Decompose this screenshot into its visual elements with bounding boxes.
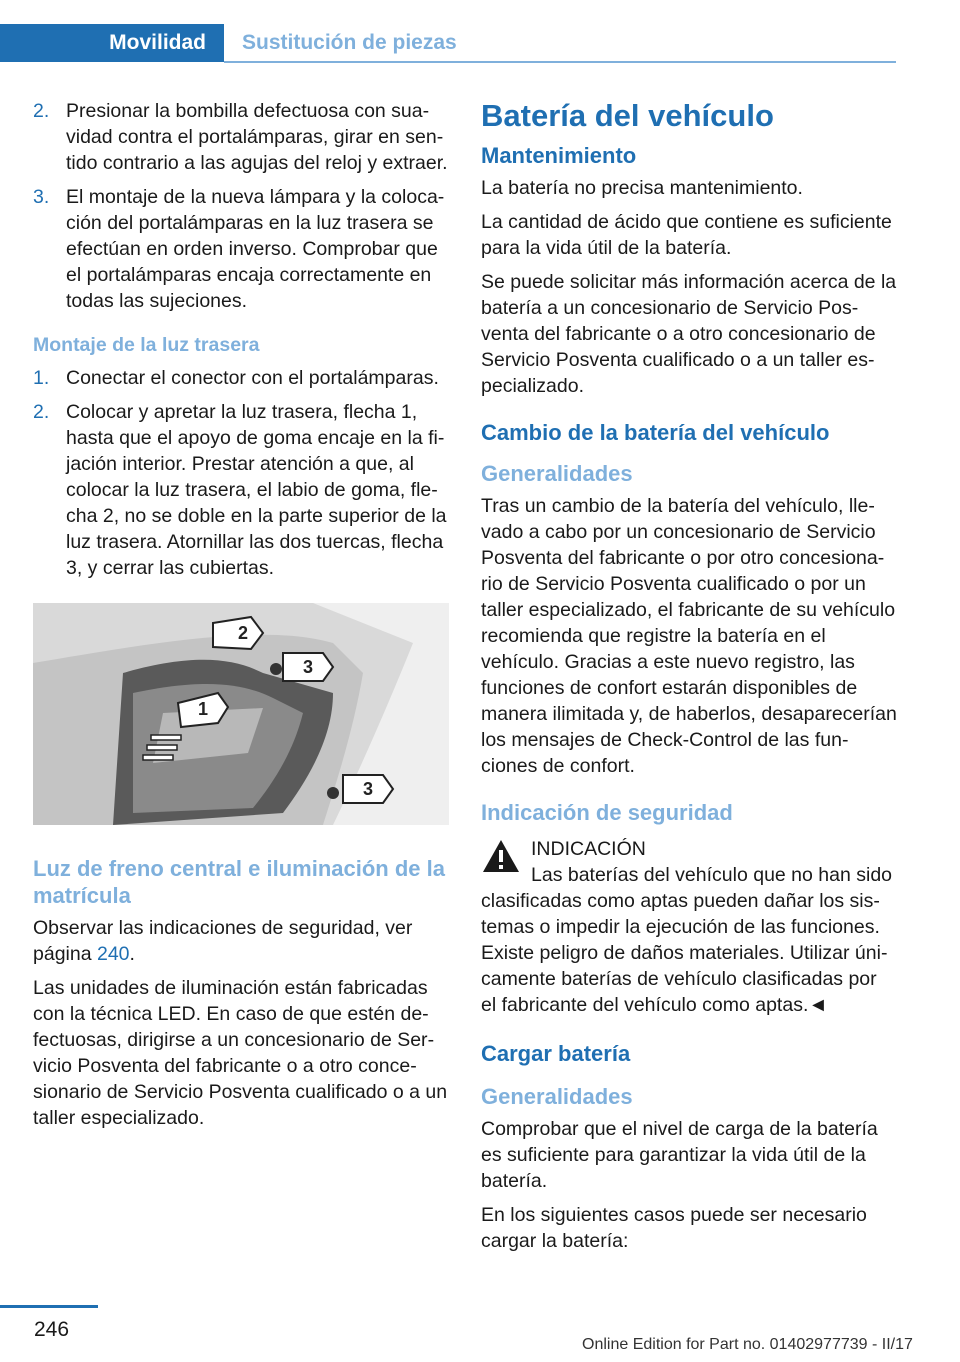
tail-light-illustration — [33, 603, 449, 825]
tab-movilidad[interactable]: Movilidad — [0, 24, 224, 62]
list-item — [33, 184, 449, 314]
paragraph-end: . — [129, 943, 135, 965]
heading-indicacion-seguridad: Indicación de seguridad — [481, 800, 733, 825]
page-number: 246 — [34, 1318, 70, 1341]
figure-label: 1 — [198, 699, 209, 719]
figure-label: 3 — [303, 657, 314, 677]
list-item — [33, 98, 449, 176]
tab-sustitucion-de-piezas[interactable]: Sustitución de piezas — [242, 31, 457, 54]
page-title: Batería del vehículo — [481, 98, 774, 133]
list-item — [33, 399, 449, 581]
paragraph — [33, 915, 449, 967]
figure-label: 2 — [238, 623, 249, 643]
page-link[interactable]: 240 — [96, 943, 130, 965]
warning-title: INDICACIÓN — [531, 838, 646, 860]
step-text: El montaje de la nueva lámpara y la colocación del portalámparas en la luz trasera se efectúan en orden inverso. Comprobar que el portalámparas encaja correctamente en todas las sujeciones. — [66, 186, 445, 312]
heading-mantenimiento: Mantenimiento — [481, 143, 637, 168]
paragraph: La batería no precisa mantenimiento. — [481, 177, 803, 199]
heading-generalidades: Generalidades — [481, 461, 633, 486]
tail-light-figure — [33, 603, 449, 825]
heading-cambio-bateria: Cambio de la batería del vehículo — [481, 420, 830, 445]
warning-icon — [481, 838, 521, 874]
step-text: Conectar el conector con el portalámparas. — [66, 367, 439, 389]
page-header — [0, 0, 960, 64]
warning-block — [481, 836, 897, 862]
paragraph-text: Observar las indicaciones de seguridad, ver página — [33, 917, 413, 965]
section-heading-luz-freno: Luz de freno central e iluminación de la matrícula — [33, 856, 445, 908]
paragraph: Las unidades de iluminación están fabricadas con la técnica LED. En caso de que estén defectuosas, dirigirse a un concesionario de Servicio Posventa del fabricante o a otro concesionario de Servicio Posventa cualificado o a un taller especializado. — [33, 977, 448, 1129]
step-text: Colocar y apretar la luz trasera, flecha 1, hasta que el apoyo de goma encaje en la fijación interior. Prestar atención a que, al colocar la luz trasera, el labio de goma, flecha 2, no se doble en la parte superior de la luz trasera. Atornillar las dos tuercas, flecha 3, y cerrar las cubiertas. — [66, 401, 447, 579]
header-rule — [224, 61, 896, 63]
paragraph: Tras un cambio de la batería del vehículo, llevado a cabo por un concesionario de Servicio Posventa del fabricante o por otro concesionario de Servicio Posventa cualificado o por un taller especializado, el fabricante de su vehículo recomienda que registre la batería en el vehículo. Gracias a este nuevo registro, las funciones de confort estarán disponibles de manera ilimitada y, de haberlos, desaparecerían los mensajes de Check-Control de las funciones de confort. — [481, 495, 897, 777]
edition-footer: Online Edition for Part no. 01402977739 - II/17 — [582, 1336, 913, 1353]
step-number: 1. — [33, 367, 50, 389]
step-number: 2. — [33, 401, 50, 423]
right-column — [481, 98, 897, 1262]
step-text: Presionar la bombilla defectuosa con suavidad contra el portalámparas, girar en sentido contrario a las agujas del reloj y extraer. — [66, 100, 448, 174]
figure-label: 3 — [363, 779, 374, 799]
step-number: 3. — [33, 186, 50, 208]
subheading-montaje: Montaje de la luz trasera — [33, 334, 260, 356]
paragraph: La cantidad de ácido que contiene es suficiente para la vida útil de la batería. — [481, 211, 892, 259]
warning-text: Las baterías del vehículo que no han sido clasificadas como aptas pueden dañar los sistemas o impedir la ejecución de las funciones. Existe peligro de daños materiales. Utilizar únicamente baterías de vehículo clasificadas por el fabricante del vehículo como aptas.◄ — [481, 864, 893, 1016]
heading-generalidades-2: Generalidades — [481, 1084, 633, 1109]
heading-cargar-bateria: Cargar batería — [481, 1041, 631, 1066]
paragraph: Se puede solicitar más información acerca de la batería a un concesionario de Servicio Posventa del fabricante o a otro concesionario de Servicio Posventa cualificado o a un taller especializado. — [481, 271, 897, 397]
left-column — [33, 98, 449, 1139]
footer-rule — [0, 1305, 98, 1308]
step-number: 2. — [33, 100, 50, 122]
paragraph: Comprobar que el nivel de carga de la batería es suficiente para garantizar la vida útil de la batería. — [481, 1118, 878, 1192]
list-item — [33, 365, 449, 391]
paragraph: En los siguientes casos puede ser necesario cargar la batería: — [481, 1204, 867, 1252]
